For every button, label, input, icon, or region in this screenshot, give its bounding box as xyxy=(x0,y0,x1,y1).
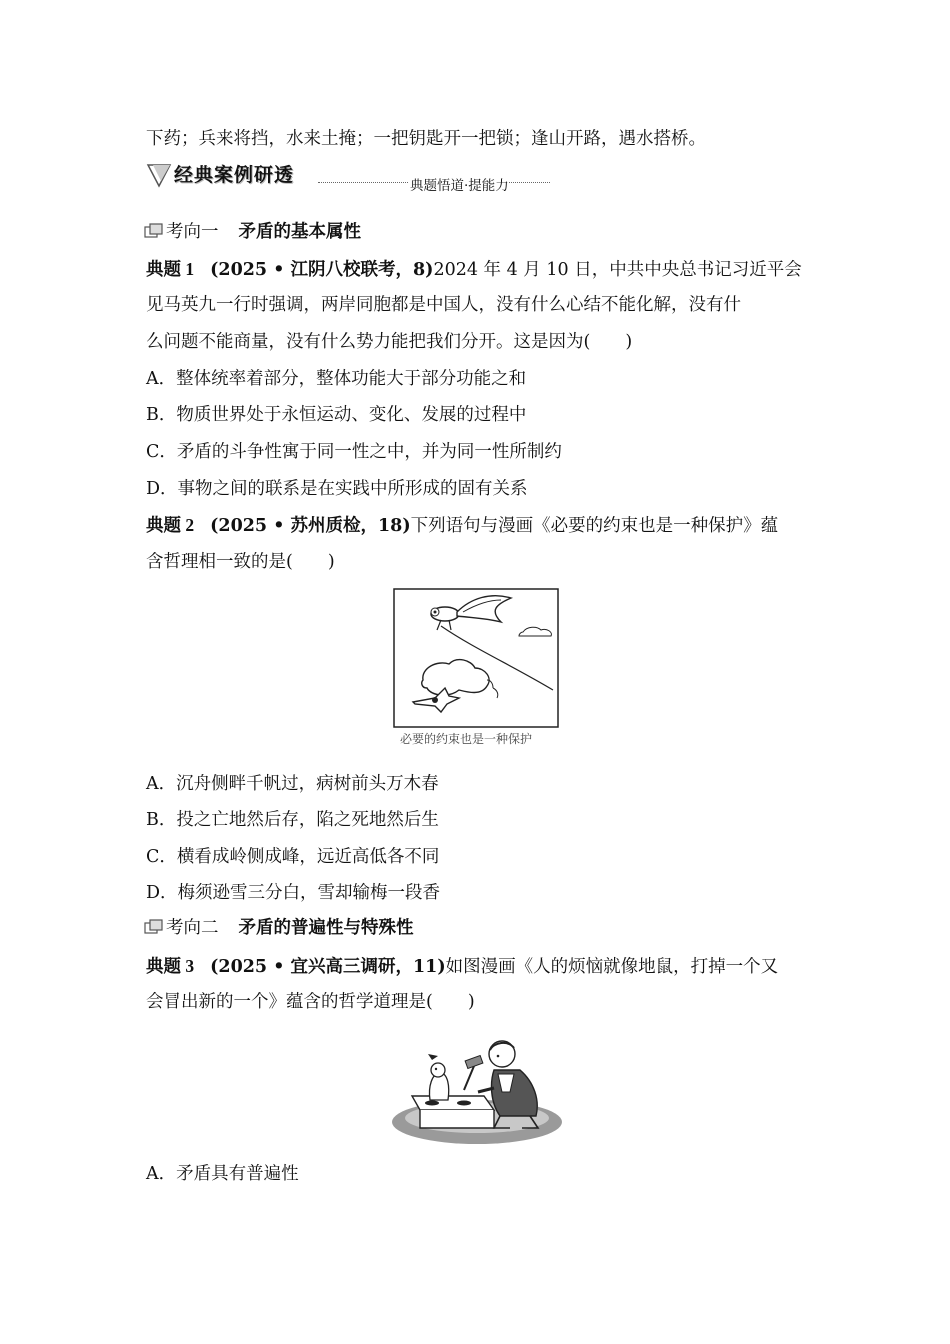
q1-stem-2: 见马英九一行时强调，两岸同胞都是中国人，没有什么心结不能化解，没有什 xyxy=(146,295,741,315)
q1-option-a: A．整体统率着部分，整体功能大于部分功能之和 xyxy=(146,369,527,389)
direction-2-label: 考向二 xyxy=(166,918,219,938)
q2-option-a: A．沉舟侧畔千帆过，病树前头万木春 xyxy=(146,774,439,794)
q2-option-b: B．投之亡地然后存，陷之死地然后生 xyxy=(146,810,439,830)
q1-line-1 xyxy=(146,256,802,283)
q2-option-d: D．梅须逊雪三分白，雪却输梅一段香 xyxy=(146,883,441,903)
section-banner xyxy=(146,158,546,194)
q1-label: 典题 1 xyxy=(146,259,195,279)
q2-label: 典题 2 xyxy=(146,515,195,535)
q3-option-a: A．矛盾具有普遍性 xyxy=(146,1164,299,1184)
q1-option-c: C．矛盾的斗争性寓于同一性之中，并为同一性所制约 xyxy=(146,442,562,462)
q1-stem-1: 2024 年 4 月 10 日，中共中央总书记习近平会 xyxy=(433,260,802,280)
section-subtitle: 典题悟道·提能力 xyxy=(408,174,509,194)
q2-source: (2025 • 苏州质检，18) xyxy=(210,516,411,536)
q3-line-1 xyxy=(146,953,778,980)
direction-1-heading xyxy=(144,219,361,245)
intro-line: 下药；兵来将挡，水来土掩；一把钥匙开一把锁；逢山开路，遇水搭桥。 xyxy=(146,129,706,149)
triangle-icon xyxy=(146,162,172,188)
q3-stem-1: 如图漫画《人的烦恼就像地鼠，打掉一个又 xyxy=(445,957,779,977)
direction-icon xyxy=(144,223,164,239)
direction-2-title: 矛盾的普遍性与特殊性 xyxy=(238,918,414,938)
q2-line-1 xyxy=(146,512,778,539)
direction-1-title: 矛盾的基本属性 xyxy=(238,222,361,242)
q3-stem-2: 会冒出新的一个》蕴含的哲学道理是( ) xyxy=(146,992,475,1012)
section-title: 经典案例研透 xyxy=(174,164,295,186)
direction-1-label: 考向一 xyxy=(166,222,219,242)
q2-stem-1: 下列语句与漫画《必要的约束也是一种保护》蕴 xyxy=(410,516,779,536)
direction-2-heading xyxy=(144,915,414,941)
kite-cartoon-caption: 必要的约束也是一种保护 xyxy=(400,732,533,746)
q2-stem-2: 含哲理相一致的是( ) xyxy=(146,552,335,572)
kite-cartoon xyxy=(393,588,559,728)
q1-option-d: D．事物之间的联系是在实践中所形成的固有关系 xyxy=(146,479,528,499)
q1-option-b: B．物质世界处于永恒运动、变化、发展的过程中 xyxy=(146,405,527,425)
q3-source: (2025 • 宜兴高三调研，11) xyxy=(210,957,446,977)
q1-source: (2025 • 江阴八校联考，8) xyxy=(210,260,434,280)
q1-stem-3: 么问题不能商量，没有什么势力能把我们分开。这是因为( ) xyxy=(146,332,633,352)
q2-option-c: C．横看成岭侧成峰，远近高低各不同 xyxy=(146,847,440,867)
direction-icon xyxy=(144,919,164,935)
q3-label: 典题 3 xyxy=(146,956,195,976)
whack-a-mole-cartoon xyxy=(390,1030,564,1148)
